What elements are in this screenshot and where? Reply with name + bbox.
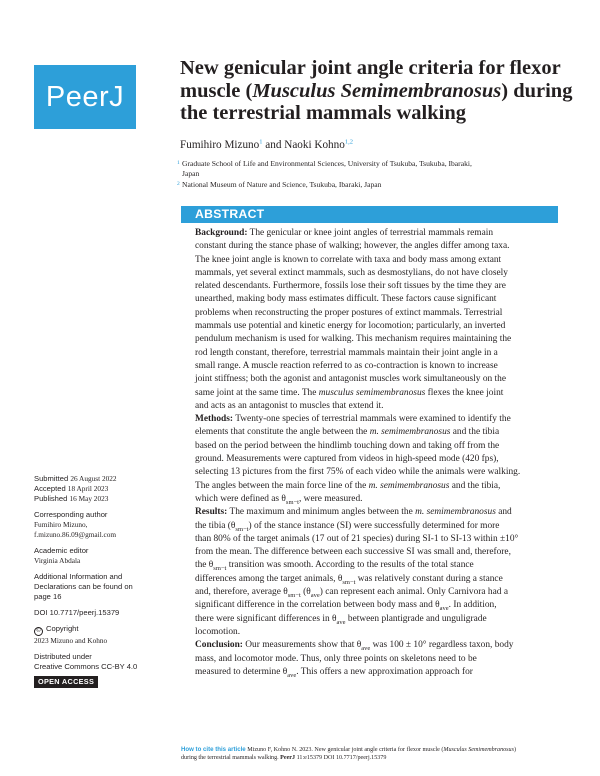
abstract-line: there were significant differences in $\theta_{ave}$ between plantigrade and unguligrade	[195, 613, 487, 626]
abstract-line: which were defined as $\theta_{sm-t}$, were measured.	[195, 493, 363, 506]
abstract-line: mass, and locomotor mode. Thus, only three points on skeletons need to be	[195, 653, 477, 664]
abstract-line: and acts as an antagonist to muscles that extend it.	[195, 400, 384, 411]
abstract-line: significant difference in the correlation between body mass and $\theta_{ave}$. In addition,	[195, 600, 497, 613]
abstract-header: ABSTRACT	[181, 206, 558, 223]
abstract-line: measured to determine $\theta_{ave}$. This offers a new approximation approach for	[195, 666, 473, 679]
abstract-line: elements that constitute the angle between the m. semimembranosus and the tibia	[195, 427, 500, 438]
abstract-line: and, therefore, average $\theta_{sm-t}$ $(\theta_{ave})$ can represent each animal. Only Carnivora had a	[195, 587, 508, 599]
license-line-1: Distributed under	[34, 652, 92, 661]
abstract-line: mammals use potential and kinetic energy for locomotion; particularly, an inverted	[195, 321, 506, 332]
article-title: New genicular joint angle criteria for flexor muscle (Musculus Semimembranosus) during the terrestrial mammals walking	[180, 57, 573, 124]
abstract-line: The angles between the main force line of the m. semimembranosus and the tibia,	[195, 480, 501, 491]
abstract-line: small range. A muscle reaction referred to as co-contraction is known to increase	[195, 360, 498, 371]
abstract-line: mammals, yet several extinct mammals, such as desmostylians, do not have closely	[195, 267, 508, 278]
abstract-line: differences among the target animals, $\theta_{sm-t}$ was relatively constant during a stance	[195, 573, 503, 586]
peerj-logo	[34, 65, 136, 129]
abstract-line: locomotion.	[195, 626, 241, 637]
license-link[interactable]: Creative Commons CC-BY 4.0	[34, 662, 138, 671]
how-to-cite: How to cite this article Mizuno F, Kohno N. 2023. New genicular joint angle criteria for flexor muscle (Musculus Semimembranosus) during the terrestrial mammals walking. PeerJ 11:e15379 DOI 10.7717/peerj.15379	[181, 746, 516, 762]
author-name[interactable]: Naoki Kohno	[284, 139, 345, 151]
abstract-body	[195, 227, 558, 679]
affiliations	[178, 159, 558, 190]
academic-editor-label: Academic editor	[34, 546, 89, 555]
abstract-line: constant during the stance phase of walking; however, the angles differ among taxa.	[195, 241, 510, 252]
corresponding-author-label: Corresponding author	[34, 510, 108, 519]
abstract-line: the tibia $(\theta_{sm-t})$ of the stance instance (SI) were successfully determined for more	[195, 520, 500, 533]
corresponding-author-email[interactable]: f.mizuno.86.09@gmail.com	[34, 530, 117, 539]
abstract-line: rod length constant, therefore, terrestrial mammals maintain their joint angle in a	[195, 347, 498, 358]
abstract-line: based on the period between the hindlimb touching down and taking off from the	[195, 440, 500, 451]
academic-editor-name: Virginia Abdala	[34, 556, 81, 565]
abstract-line: unearthed, making body mass estimates difficult. These factors cause significant	[195, 294, 497, 305]
abstract-line: pendulum mechanism is used for walking. This mechanism requires maintaining the	[195, 334, 512, 345]
abstract-line: selecting 13 pictures from the first 75% of each video while the animals were walking.	[195, 467, 521, 478]
abstract-line: problems when reconstructing the proper postures of extinct mammals. Terrestrial	[195, 307, 503, 318]
abstract-line: Conclusion: Our measurements show that $\theta_{ave}$ was 100 ± 10° regardless taxon, body	[195, 640, 514, 653]
published-date: Published 16 May 2023	[34, 494, 109, 503]
abstract-line: Background: The genicular or knee joint angles of terrestrial mammals remain	[195, 228, 494, 238]
additional-info-link[interactable]: Additional Information and Declarations can be found on page 16	[34, 572, 133, 601]
abstract-line: than 80% of the target animals (17 out of 21 species) during SI-1 to SI-13 within ±10°	[195, 533, 519, 544]
submitted-date: Submitted 26 August 2022	[34, 474, 117, 483]
abstract-line: The knee joint angle is known to correlate with taxa and body mass among extant	[195, 254, 502, 265]
affiliation-2: 2 National Museum of Nature and Science, Tsukuba, Ibaraki, Japan	[177, 179, 382, 189]
abstract-line: related descendants. Furthermore, fossils lose their soft tissues by the time they are	[195, 281, 506, 292]
abstract-line: from the mean. The difference between each successive SI was small and, therefore,	[195, 547, 511, 558]
abstract-line: same joint at the same time. The musculus semimembranosus flexes the knee joint	[195, 387, 504, 398]
logo-text: PeerJ	[45, 80, 125, 113]
author-name[interactable]: Fumihiro Mizuno	[180, 139, 260, 151]
accepted-date: Accepted 18 April 2023	[34, 484, 109, 493]
copyright-label: © Copyright	[34, 624, 174, 636]
copyright-icon: ©	[34, 627, 43, 636]
copyright-holders: 2023 Mizuno and Kohno	[34, 636, 108, 645]
affiliation-1: 1 Graduate School of Life and Environmental Sciences, University of Tsukuba, Tsukuba, Ibaraki, Japan	[177, 159, 472, 179]
abstract-line: joint stiffness; both the agonist and antagonist muscles work simultaneously on the	[195, 374, 506, 385]
article-info-sidebar	[34, 474, 174, 688]
corresponding-author-name: Fumihiro Mizuno,	[34, 520, 88, 529]
doi-link[interactable]: DOI 10.7717/peerj.15379	[34, 608, 120, 617]
abstract-line: Methods: Twenty-one species of terrestrial mammals were examined to identify the	[195, 414, 511, 425]
abstract-line: ground. Measurements were captured from videos in high-speed mode (420 fps),	[195, 454, 499, 465]
abstract-line: Results: The maximum and minimum angles between the m. semimembranosus and	[195, 507, 512, 518]
abstract-line: the $\theta_{sm-t}$ transition was smooth. According to the results of the total stance	[195, 560, 474, 573]
open-access-badge: OPEN ACCESS	[34, 676, 98, 688]
author-list: Fumihiro Mizuno$^1$ and Naoki Kohno$^{1,2}$	[180, 138, 353, 151]
cite-label: How to cite this article	[181, 746, 246, 753]
